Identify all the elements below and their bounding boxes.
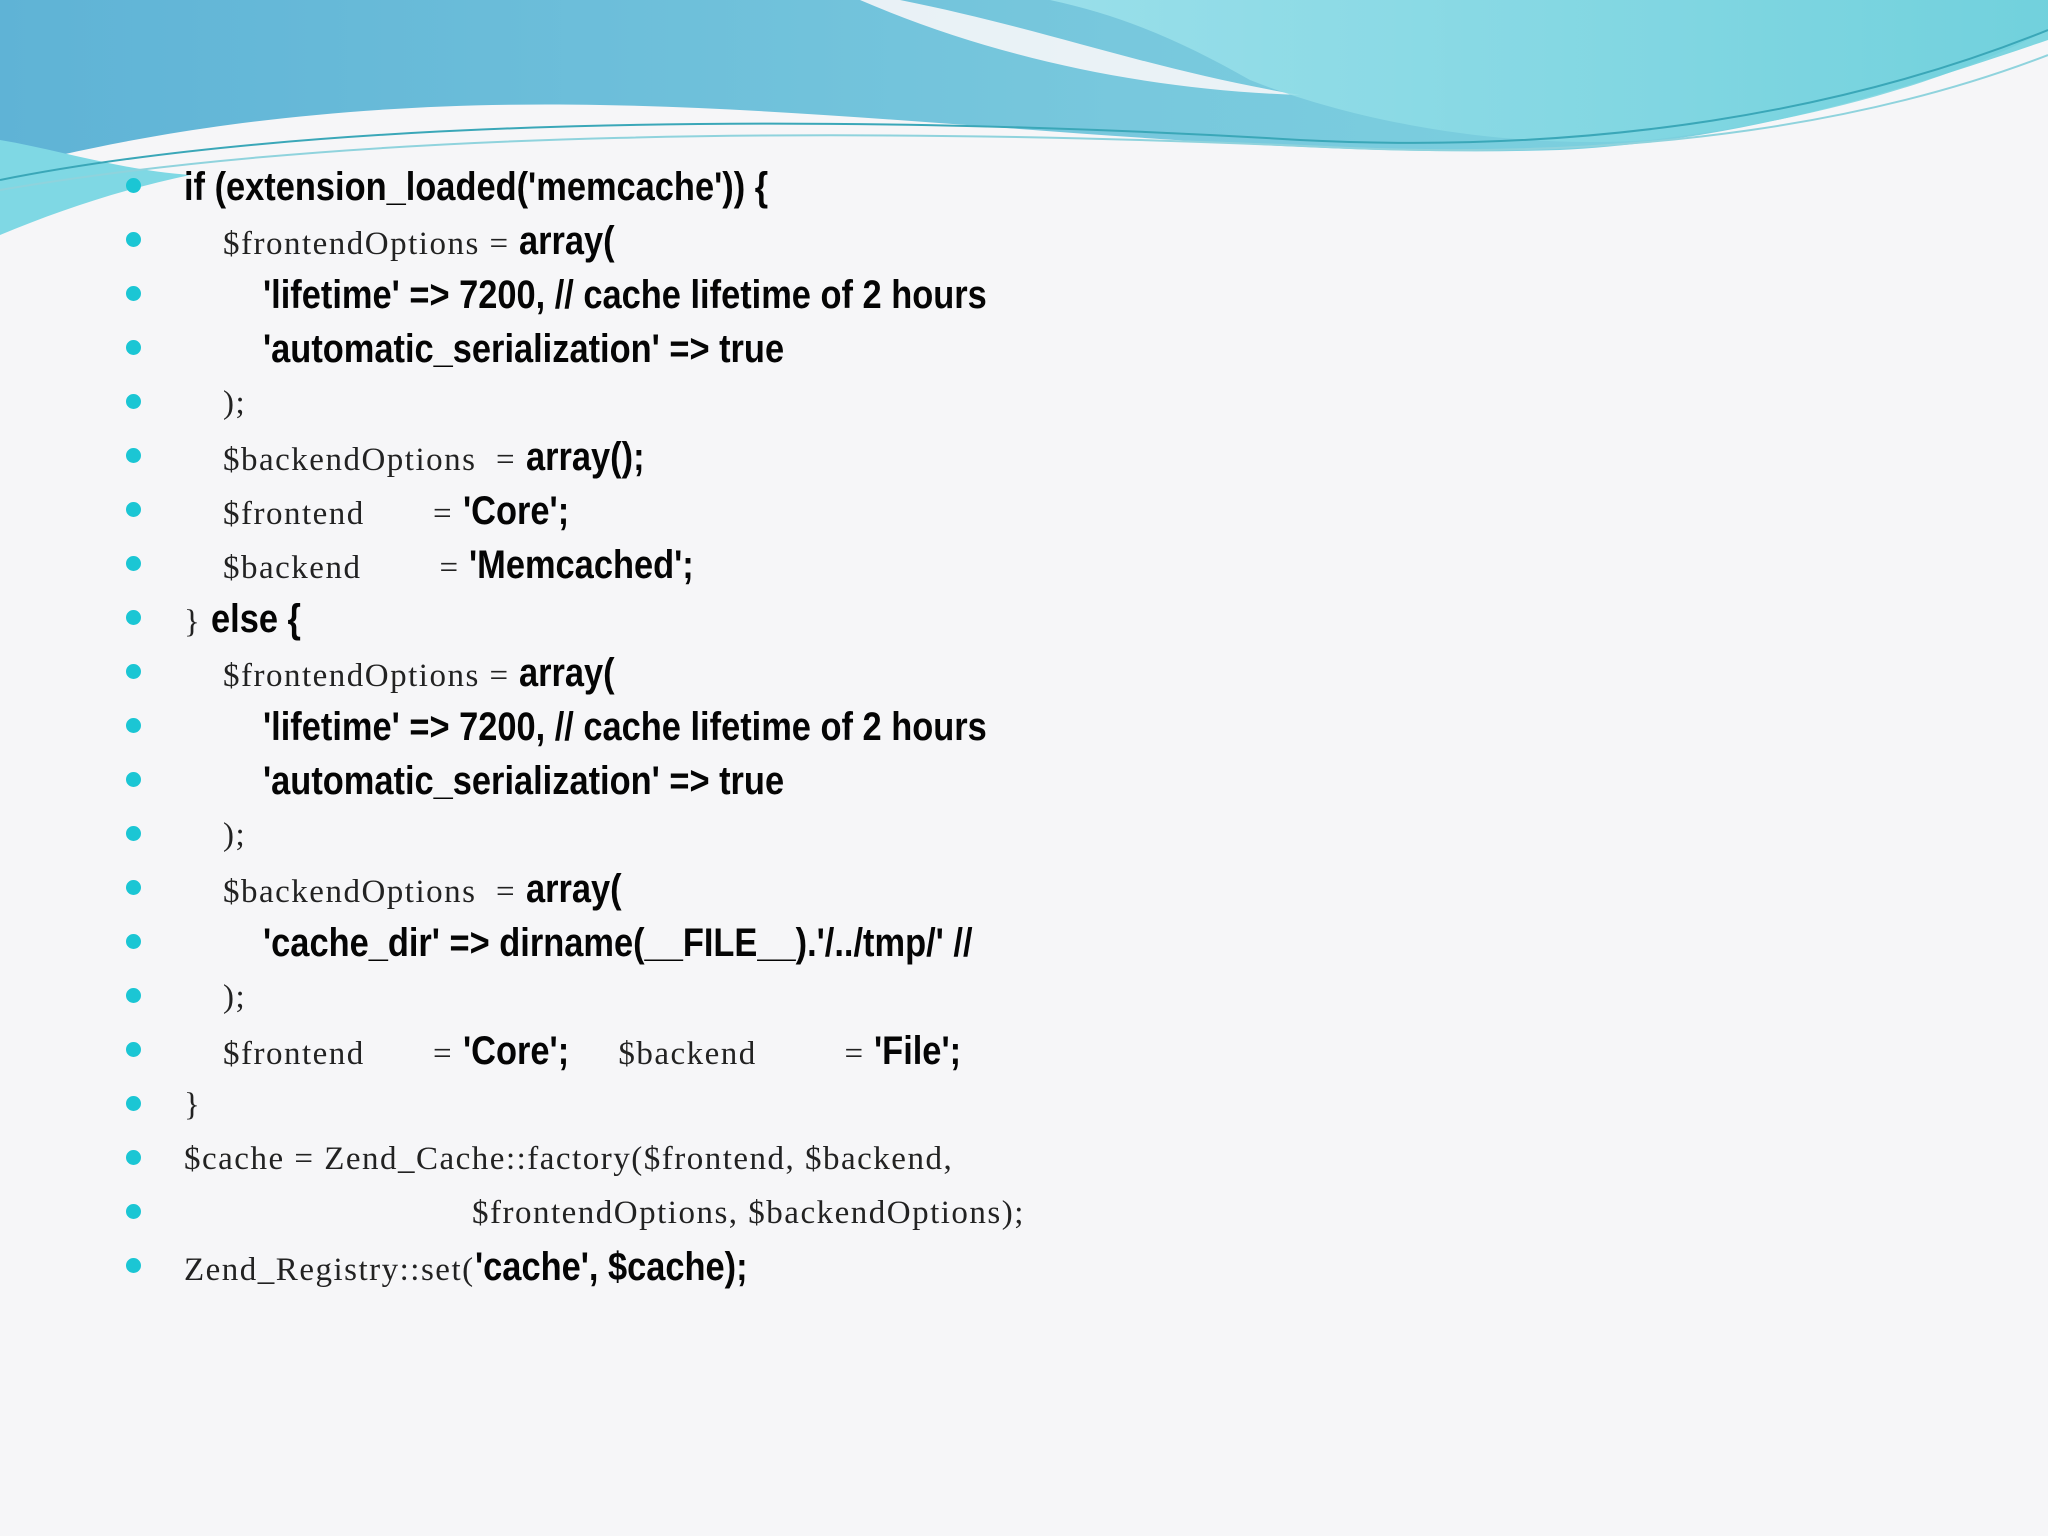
- bullet-icon: [126, 556, 141, 571]
- bullet-icon: [126, 1258, 141, 1273]
- code-segment-bold: 'cache_dir' => dirname(__FILE__).'/../tmp/' //: [263, 921, 973, 965]
- code-segment-bold: else {: [211, 597, 301, 641]
- code-line-text: [223, 970, 246, 1030]
- code-segment-regular: );: [223, 385, 247, 421]
- bullet-icon: [126, 1042, 141, 1057]
- list-item: [0, 592, 2048, 646]
- list-item: [0, 214, 2048, 268]
- code-segment-bold: array();: [525, 435, 645, 479]
- code-line-text: [184, 1132, 953, 1192]
- code-segment-bold: array(: [519, 219, 616, 263]
- list-item: [0, 862, 2048, 916]
- list-item: [0, 322, 2048, 376]
- code-segment-regular: $frontend =: [223, 1036, 463, 1072]
- code-line-text: [184, 1078, 201, 1138]
- list-item: [0, 1078, 2048, 1132]
- code-segment-bold: if (extension_loaded('memcache')) {: [184, 165, 769, 209]
- bullet-icon: [126, 286, 141, 301]
- code-segment-regular: Zend_Registry::set(: [184, 1252, 475, 1288]
- code-line-text: [223, 376, 246, 436]
- list-item: [0, 538, 2048, 592]
- list-item: [0, 160, 2048, 214]
- list-item: [0, 1132, 2048, 1186]
- list-item: [0, 646, 2048, 700]
- bullet-icon: [126, 934, 141, 949]
- bullet-icon: [126, 340, 141, 355]
- bullet-icon: [126, 1150, 141, 1165]
- code-segment-bold: 'cache', $cache);: [474, 1245, 748, 1289]
- code-segment-regular: $frontendOptions =: [223, 658, 520, 694]
- list-item: [0, 1024, 2048, 1078]
- code-segment-regular: $frontendOptions =: [223, 226, 520, 262]
- code-segment-bold: 'automatic_serialization' => true: [263, 327, 785, 371]
- bullet-icon: [126, 610, 141, 625]
- code-segment-regular: $backendOptions =: [223, 442, 526, 478]
- bullet-icon: [126, 502, 141, 517]
- code-segment-bold: array(: [525, 867, 622, 911]
- list-item: [0, 1240, 2048, 1294]
- list-item: [0, 376, 2048, 430]
- code-line-text: [184, 1240, 747, 1303]
- code-segment-bold: 'Core';: [462, 489, 570, 533]
- code-segment-bold: 'lifetime' => 7200, // cache lifetime of 2 hours: [263, 273, 987, 317]
- code-segment-regular: }: [184, 1087, 202, 1123]
- bullet-icon: [126, 772, 141, 787]
- bullet-icon: [126, 448, 141, 463]
- code-segment-regular: }: [184, 604, 212, 640]
- code-segment-regular: $cache = Zend_Cache::factory($frontend, $backend,: [184, 1141, 954, 1177]
- list-item: [0, 970, 2048, 1024]
- code-segment-bold: 'Memcached';: [469, 543, 695, 587]
- bullet-icon: [126, 988, 141, 1003]
- code-segment-bold: 'lifetime' => 7200, // cache lifetime of 2 hours: [263, 705, 987, 749]
- list-item: [0, 1186, 2048, 1240]
- code-line-text: [472, 1186, 1025, 1246]
- code-segment-regular: $frontend =: [223, 496, 463, 532]
- list-item: [0, 430, 2048, 484]
- bullet-icon: [126, 880, 141, 895]
- bullet-icon: [126, 1204, 141, 1219]
- list-item: [0, 700, 2048, 754]
- bullet-icon: [126, 232, 141, 247]
- code-segment-regular: $backend =: [569, 1036, 875, 1072]
- bullet-icon: [126, 394, 141, 409]
- code-segment-regular: );: [223, 817, 247, 853]
- list-item: [0, 808, 2048, 862]
- code-segment-regular: $backendOptions =: [223, 874, 526, 910]
- code-segment-bold: array(: [519, 651, 616, 695]
- code-line-text: [223, 808, 246, 868]
- list-item: [0, 484, 2048, 538]
- list-item: [0, 754, 2048, 808]
- bullet-icon: [126, 1096, 141, 1111]
- bullet-icon: [126, 178, 141, 193]
- bullet-icon: [126, 664, 141, 679]
- code-segment-bold: 'automatic_serialization' => true: [263, 759, 785, 803]
- list-item: [0, 268, 2048, 322]
- bullet-icon: [126, 826, 141, 841]
- code-segment-regular: );: [223, 979, 247, 1015]
- list-item: [0, 916, 2048, 970]
- code-segment-regular: $backend =: [223, 550, 470, 586]
- code-segment-bold: 'Core';: [462, 1029, 570, 1073]
- code-segment-regular: $frontendOptions, $backendOptions);: [472, 1195, 1025, 1231]
- code-segment-bold: 'File';: [874, 1029, 962, 1073]
- bullet-icon: [126, 718, 141, 733]
